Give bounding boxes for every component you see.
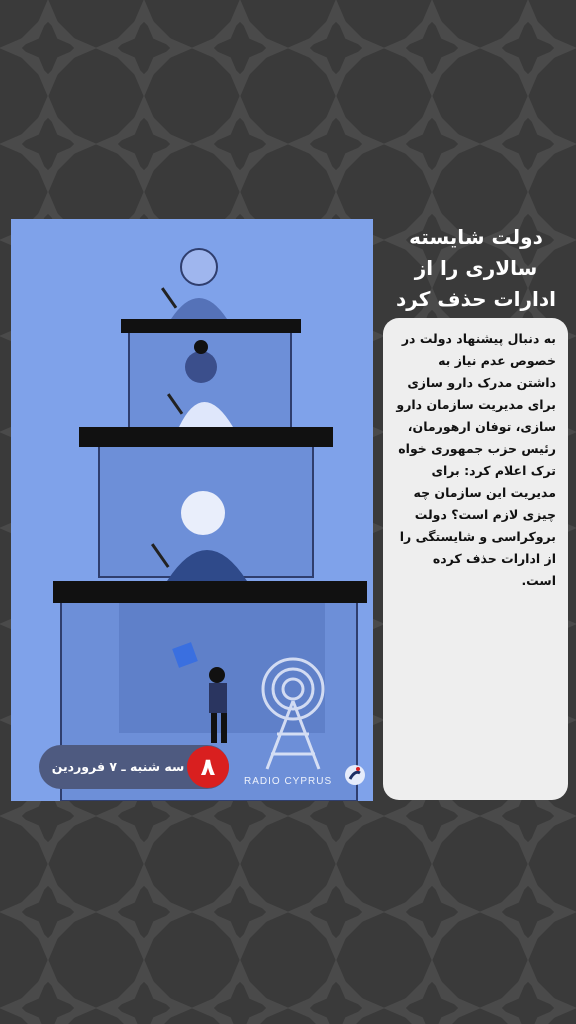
body-card — [383, 318, 568, 800]
illustration — [11, 219, 373, 801]
headline: دولت شایسته سالاری را از ادارات حذف کرد — [396, 225, 556, 311]
bureaucracy-illustration — [11, 219, 373, 801]
radio-cyprus-logo-icon — [344, 764, 366, 786]
day-number-badge: ۸ — [187, 746, 229, 788]
date-text: سه شنبه ـ ۷ فروردین — [51, 759, 185, 774]
station-name: RADIO CYPRUS — [244, 776, 333, 787]
body-text: به دنبال پیشنهاد دولت در خصوص عدم نیاز به داشتن مدرک دارو سازی برای مدیریت سازمان دارو سازی، توفان ارهورمان، رئیس حزب جمهوری خواه ترک اعلام کرد: برای مدیریت این سازمان چه چیزی لازم است؟ دولت بروکراسی و شایستگی را از ادارات حذف کرده است. — [396, 331, 556, 588]
